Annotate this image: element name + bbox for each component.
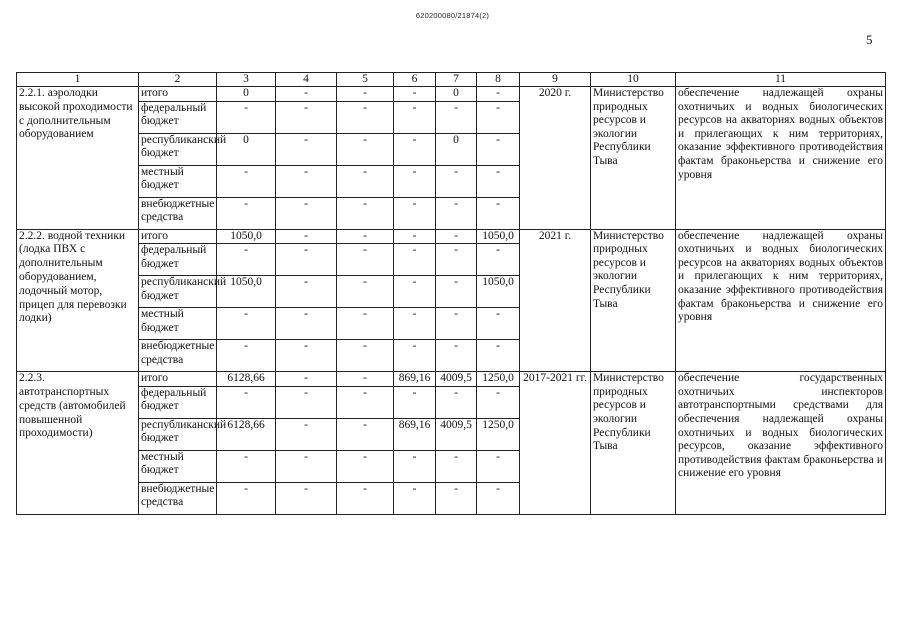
amount-cell: -	[217, 101, 276, 133]
period-cell: 2021 г.	[520, 229, 591, 372]
funding-source-cell: внебюджетные средства	[139, 197, 217, 229]
amount-cell: -	[276, 372, 337, 387]
amount-cell: -	[337, 418, 394, 450]
amount-cell: -	[394, 165, 436, 197]
period-cell: 2017-2021 гг.	[520, 372, 591, 515]
column-header: 11	[676, 73, 886, 87]
amount-cell: -	[436, 386, 477, 418]
amount-cell: 4009,5	[436, 418, 477, 450]
amount-cell: -	[276, 165, 337, 197]
expected-result-cell: обеспечение надлежащей охраны охотничьих и водных биологических ресурсов на акваториях водных объектов и прилегающих к ним территориях, оказание эффективного противодействия фактам браконьерства и снижение его уровня	[676, 87, 886, 230]
amount-cell: -	[436, 482, 477, 514]
amount-cell: -	[394, 482, 436, 514]
amount-cell: -	[337, 87, 394, 102]
amount-cell: -	[394, 450, 436, 482]
amount-cell: 1050,0	[477, 229, 520, 244]
amount-cell: -	[276, 197, 337, 229]
funding-source-cell: внебюджетные средства	[139, 340, 217, 372]
amount-cell: -	[276, 482, 337, 514]
amount-cell: -	[276, 340, 337, 372]
executor-cell: Министерство природных ресурсов и экологии Республики Тыва	[591, 87, 676, 230]
amount-cell: -	[394, 340, 436, 372]
amount-cell: -	[337, 386, 394, 418]
column-header: 4	[276, 73, 337, 87]
amount-cell: -	[436, 340, 477, 372]
column-header: 6	[394, 73, 436, 87]
column-header: 2	[139, 73, 217, 87]
column-header: 8	[477, 73, 520, 87]
funding-source-cell: местный бюджет	[139, 450, 217, 482]
amount-cell: -	[337, 101, 394, 133]
amount-cell: -	[337, 276, 394, 308]
funding-source-cell: республиканский бюджет	[139, 418, 217, 450]
column-number-row	[17, 73, 886, 87]
amount-cell: -	[477, 386, 520, 418]
amount-cell: -	[337, 165, 394, 197]
amount-cell: 0	[217, 133, 276, 165]
amount-cell: -	[436, 165, 477, 197]
amount-cell: -	[436, 197, 477, 229]
amount-cell: -	[477, 450, 520, 482]
amount-cell: -	[217, 165, 276, 197]
amount-cell: -	[337, 372, 394, 387]
amount-cell: -	[276, 386, 337, 418]
amount-cell: -	[276, 229, 337, 244]
amount-cell: 1050,0	[217, 229, 276, 244]
amount-cell: 0	[217, 87, 276, 102]
funding-source-cell: итого	[139, 372, 217, 387]
amount-cell: -	[337, 229, 394, 244]
funding-source-cell: республиканский бюджет	[139, 276, 217, 308]
funding-source-cell: итого	[139, 87, 217, 102]
amount-cell: -	[477, 101, 520, 133]
amount-cell: -	[394, 133, 436, 165]
amount-cell: -	[337, 197, 394, 229]
amount-cell: 1050,0	[477, 276, 520, 308]
amount-cell: -	[477, 482, 520, 514]
document-id: 620200080/21874(2)	[415, 11, 490, 20]
amount-cell: -	[276, 244, 337, 276]
amount-cell: 869,16	[394, 372, 436, 387]
table-row	[17, 229, 886, 244]
amount-cell: -	[394, 197, 436, 229]
measure-name-cell: 2.2.3. автотранспортных средств (автомобилей повышенной проходимости)	[17, 372, 139, 515]
amount-cell: -	[436, 229, 477, 244]
funding-source-cell: местный бюджет	[139, 308, 217, 340]
program-table	[16, 72, 886, 515]
amount-cell: -	[394, 229, 436, 244]
executor-cell: Министерство природных ресурсов и экологии Республики Тыва	[591, 229, 676, 372]
amount-cell: 6128,66	[217, 418, 276, 450]
column-header: 5	[337, 73, 394, 87]
amount-cell: -	[337, 244, 394, 276]
amount-cell: -	[394, 386, 436, 418]
funding-source-cell: местный бюджет	[139, 165, 217, 197]
table-row	[17, 372, 886, 387]
amount-cell: 0	[436, 87, 477, 102]
amount-cell: -	[337, 133, 394, 165]
amount-cell: 0	[436, 133, 477, 165]
amount-cell: 1050,0	[217, 276, 276, 308]
amount-cell: 869,16	[394, 418, 436, 450]
amount-cell: -	[436, 450, 477, 482]
amount-cell: -	[276, 418, 337, 450]
amount-cell: -	[337, 340, 394, 372]
period-cell: 2020 г.	[520, 87, 591, 230]
amount-cell: 1250,0	[477, 418, 520, 450]
amount-cell: -	[394, 276, 436, 308]
amount-cell: -	[477, 133, 520, 165]
amount-cell: -	[217, 308, 276, 340]
amount-cell: -	[394, 87, 436, 102]
column-header: 9	[520, 73, 591, 87]
page-number: 5	[866, 32, 873, 47]
expected-result-cell: обеспечение надлежащей охраны охотничьих и водных биологических ресурсов на акваториях водных объектов и прилегающих к ним территориях, оказание эффективного противодействия фактам браконьерства и снижение его уровня	[676, 229, 886, 372]
amount-cell: -	[436, 244, 477, 276]
amount-cell: 1250,0	[477, 372, 520, 387]
amount-cell: -	[477, 165, 520, 197]
amount-cell: -	[337, 450, 394, 482]
funding-source-cell: федеральный бюджет	[139, 101, 217, 133]
amount-cell: -	[217, 197, 276, 229]
amount-cell: -	[276, 101, 337, 133]
table-row	[17, 87, 886, 102]
funding-source-cell: федеральный бюджет	[139, 244, 217, 276]
amount-cell: -	[477, 244, 520, 276]
amount-cell: -	[217, 450, 276, 482]
amount-cell: -	[477, 87, 520, 102]
amount-cell: -	[217, 244, 276, 276]
amount-cell: -	[276, 276, 337, 308]
measure-name-cell: 2.2.1. аэролодки высокой проходимости с дополнительным оборудованием	[17, 87, 139, 230]
amount-cell: -	[337, 482, 394, 514]
amount-cell: -	[436, 101, 477, 133]
amount-cell: -	[337, 308, 394, 340]
amount-cell: 4009,5	[436, 372, 477, 387]
amount-cell: -	[217, 386, 276, 418]
amount-cell: -	[276, 133, 337, 165]
amount-cell: -	[477, 308, 520, 340]
funding-source-cell: итого	[139, 229, 217, 244]
column-header: 1	[17, 73, 139, 87]
executor-cell: Министерство природных ресурсов и экологии Республики Тыва	[591, 372, 676, 515]
amount-cell: -	[276, 87, 337, 102]
amount-cell: -	[217, 482, 276, 514]
funding-source-cell: внебюджетные средства	[139, 482, 217, 514]
column-header: 7	[436, 73, 477, 87]
amount-cell: 6128,66	[217, 372, 276, 387]
funding-source-cell: федеральный бюджет	[139, 386, 217, 418]
column-header: 3	[217, 73, 276, 87]
amount-cell: -	[436, 276, 477, 308]
column-header: 10	[591, 73, 676, 87]
amount-cell: -	[477, 197, 520, 229]
funding-source-cell: республиканский бюджет	[139, 133, 217, 165]
amount-cell: -	[276, 450, 337, 482]
amount-cell: -	[276, 308, 337, 340]
amount-cell: -	[217, 340, 276, 372]
expected-result-cell: обеспечение государственных охотничьих инспекторов автотранспортными средствами для обеспечения надлежащей охраны охотничьих и водных биологических ресурсов, оказание эффективного противодействия фактам браконьерства и снижение его уровня	[676, 372, 886, 515]
amount-cell: -	[436, 308, 477, 340]
amount-cell: -	[394, 308, 436, 340]
measure-name-cell: 2.2.2. водной техники (лодка ПВХ с дополнительным оборудованием, лодочный мотор, прицеп для перевозки лодки)	[17, 229, 139, 372]
amount-cell: -	[394, 101, 436, 133]
amount-cell: -	[394, 244, 436, 276]
amount-cell: -	[477, 340, 520, 372]
